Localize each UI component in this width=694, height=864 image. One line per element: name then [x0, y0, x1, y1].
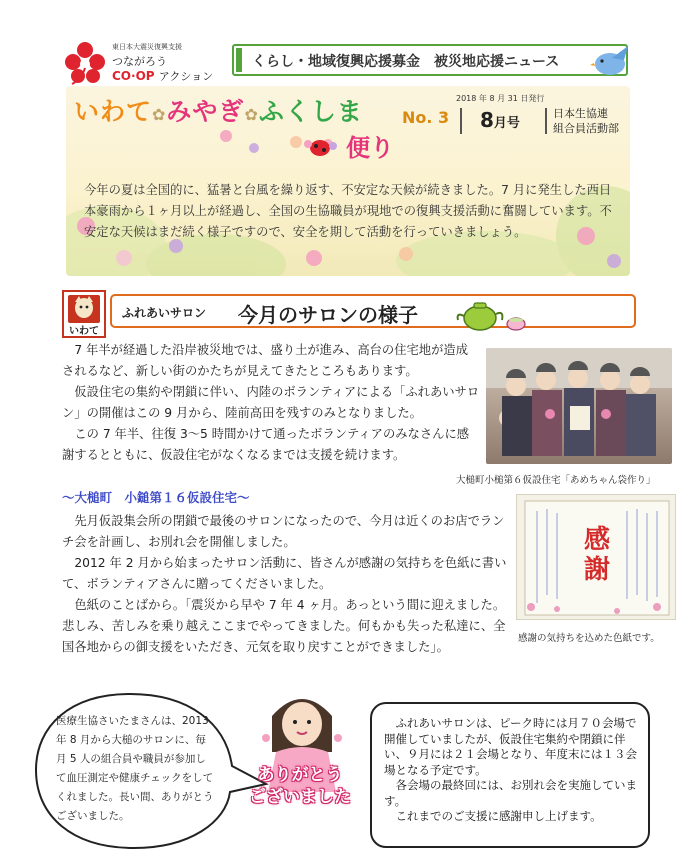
paragraph-text: ふれあいサロンは、ピーク時には月７０会場で開催していましたが、仮設住宅集約や閉鎖に伴い、９月には２１会場となり、年度末には１３会場となる予定です。 [384, 716, 637, 777]
blue-bird-icon [590, 44, 632, 78]
iwate-label: いわて [69, 326, 99, 337]
notice-text [384, 716, 644, 825]
banner-title: いわて✿みやぎ✿ふくしま [74, 97, 363, 126]
salon-photo-illustration [486, 348, 672, 464]
bubble-text: 医療生協さいたまさんは、2013 年 8 月から大槌のサロンに、毎月 5 人の組合員や職員が参加して血圧測定や健康チェックをしてくれました。長い間、ありがとうございました。 [56, 715, 214, 822]
teapot-icon [452, 294, 528, 334]
paragraph [62, 595, 510, 658]
issue-month [480, 108, 520, 132]
shikishi-center-text: 感謝 [583, 525, 610, 585]
logo-small-text: 東日本大震災復興支援 [112, 43, 182, 51]
paragraph [62, 553, 510, 595]
sub-heading: ～大槌町 小鎚第１６仮設住宅～ [62, 490, 250, 505]
salon-paragraph-1 [62, 340, 480, 466]
issuer [553, 106, 625, 136]
arigato-graphic [240, 764, 360, 808]
coop-logo [62, 40, 222, 88]
logo-action-text: アクション [158, 70, 214, 83]
paragraph [384, 809, 644, 825]
banner-intro: 今年の夏は全国的に、猛暑と台風を繰り返す、不安定な天候が続きました。7 月に発生した西日本豪雨から１ヶ月以上が経過し、全国の生協職員が現地での復興支援活動に奮闘しています。不安定な天候はまだ続く様子ですので、安全を期して活動を行っていきましょう。 [84, 183, 612, 239]
paragraph [62, 424, 480, 466]
paragraph-text: 仮設住宅の集約や閉鎖に伴い、内陸のボランティアによる「ふれあいサロン」の開催はこの 9 月から、陸前高田を残すのみとなりました。 [62, 385, 480, 420]
issue-date: 2018 年 8 月 31 日発行 [456, 94, 545, 103]
issue-divider [545, 108, 547, 134]
issue-number: No. 3 [402, 108, 450, 127]
title-miyagi: みやぎ [166, 97, 245, 126]
issuer-line1: 日本生協連 [553, 107, 608, 120]
arigato-line1: ありがとう [257, 765, 343, 785]
paragraph-text: これまでのご支援に感謝申し上げます。 [395, 809, 602, 823]
arigato-line2: ございました [249, 787, 351, 807]
shikishi-photo-caption: 感謝の気持ちを込めた色紙です。 [518, 633, 660, 644]
iwate-mascot-icon [70, 294, 98, 320]
issue-divider [460, 108, 462, 134]
issue-month-suffix: 月号 [493, 116, 520, 131]
logo-coop-action [112, 68, 213, 84]
paragraph [384, 716, 644, 778]
title-tayori: 便り [346, 134, 394, 162]
paragraph-text: 各会場の最終回には、お別れ会を実施しています。 [384, 778, 637, 808]
title-iwate: いわて [74, 97, 153, 126]
logo-name: つながろう [112, 55, 167, 68]
paragraph [62, 382, 480, 424]
paragraph [62, 340, 480, 382]
header-accent-bar [236, 48, 242, 72]
paragraph-text: 色紙のことばから。｢震災から早や 7 年 4 ヶ月。あっという間に迎えました。悲しみ、苦しみを乗り越えここまでやってきました。何もかも失った私達に、全国各地からの御支援をいただき、元気を取り戻すことができました｣。 [62, 598, 506, 654]
section-title: 今月のサロンの様子 [238, 303, 418, 327]
paragraph-text: 先月仮設集会所の閉鎖で最後のサロンになったので、今月は近くのお店でランチ会を計画し、お別れ会を開催しました。 [62, 514, 505, 549]
salon-photo-caption: 大槌町小槌第６仮設住宅「あめちゃん袋作り」 [456, 475, 656, 486]
issue-month-number: 8 [480, 108, 494, 132]
flower-logo-icon [62, 40, 108, 86]
issuer-line2: 組合員活動部 [553, 122, 619, 135]
paragraph-text: 7 年半が経過した沿岸被災地では、盛り土が進み、高台の住宅地が造成されるなど、新しい街のかたちが見えてきたところもあります。 [62, 343, 468, 378]
paragraph [384, 778, 644, 809]
paragraph [62, 511, 510, 553]
salon-paragraph-3 [62, 595, 510, 658]
salon-photo [486, 348, 672, 464]
header-title: くらし・地域復興応援募金 被災地応援ニュース [252, 54, 560, 70]
shikishi-photo [516, 494, 676, 620]
paragraph-text: この 7 年半、往復 3～5 時間かけて通ったボランティアのみなさんに感謝するとともに、仮設住宅がなくなるまでは支援を続けます。 [62, 427, 470, 462]
ladybug-icon [300, 134, 340, 158]
logo-coop-text: CO·OP [112, 69, 155, 83]
section-subtitle: ふれあいサロン [122, 306, 207, 320]
title-fukushima: ふくしま [258, 97, 363, 126]
paragraph-text: 2012 年 2 月から始まったサロン活動に、皆さんが感謝の気持ちを色紙に書いて、ボランティアさんに贈ってくださいました。 [62, 556, 507, 591]
salon-paragraph-2 [62, 511, 510, 595]
